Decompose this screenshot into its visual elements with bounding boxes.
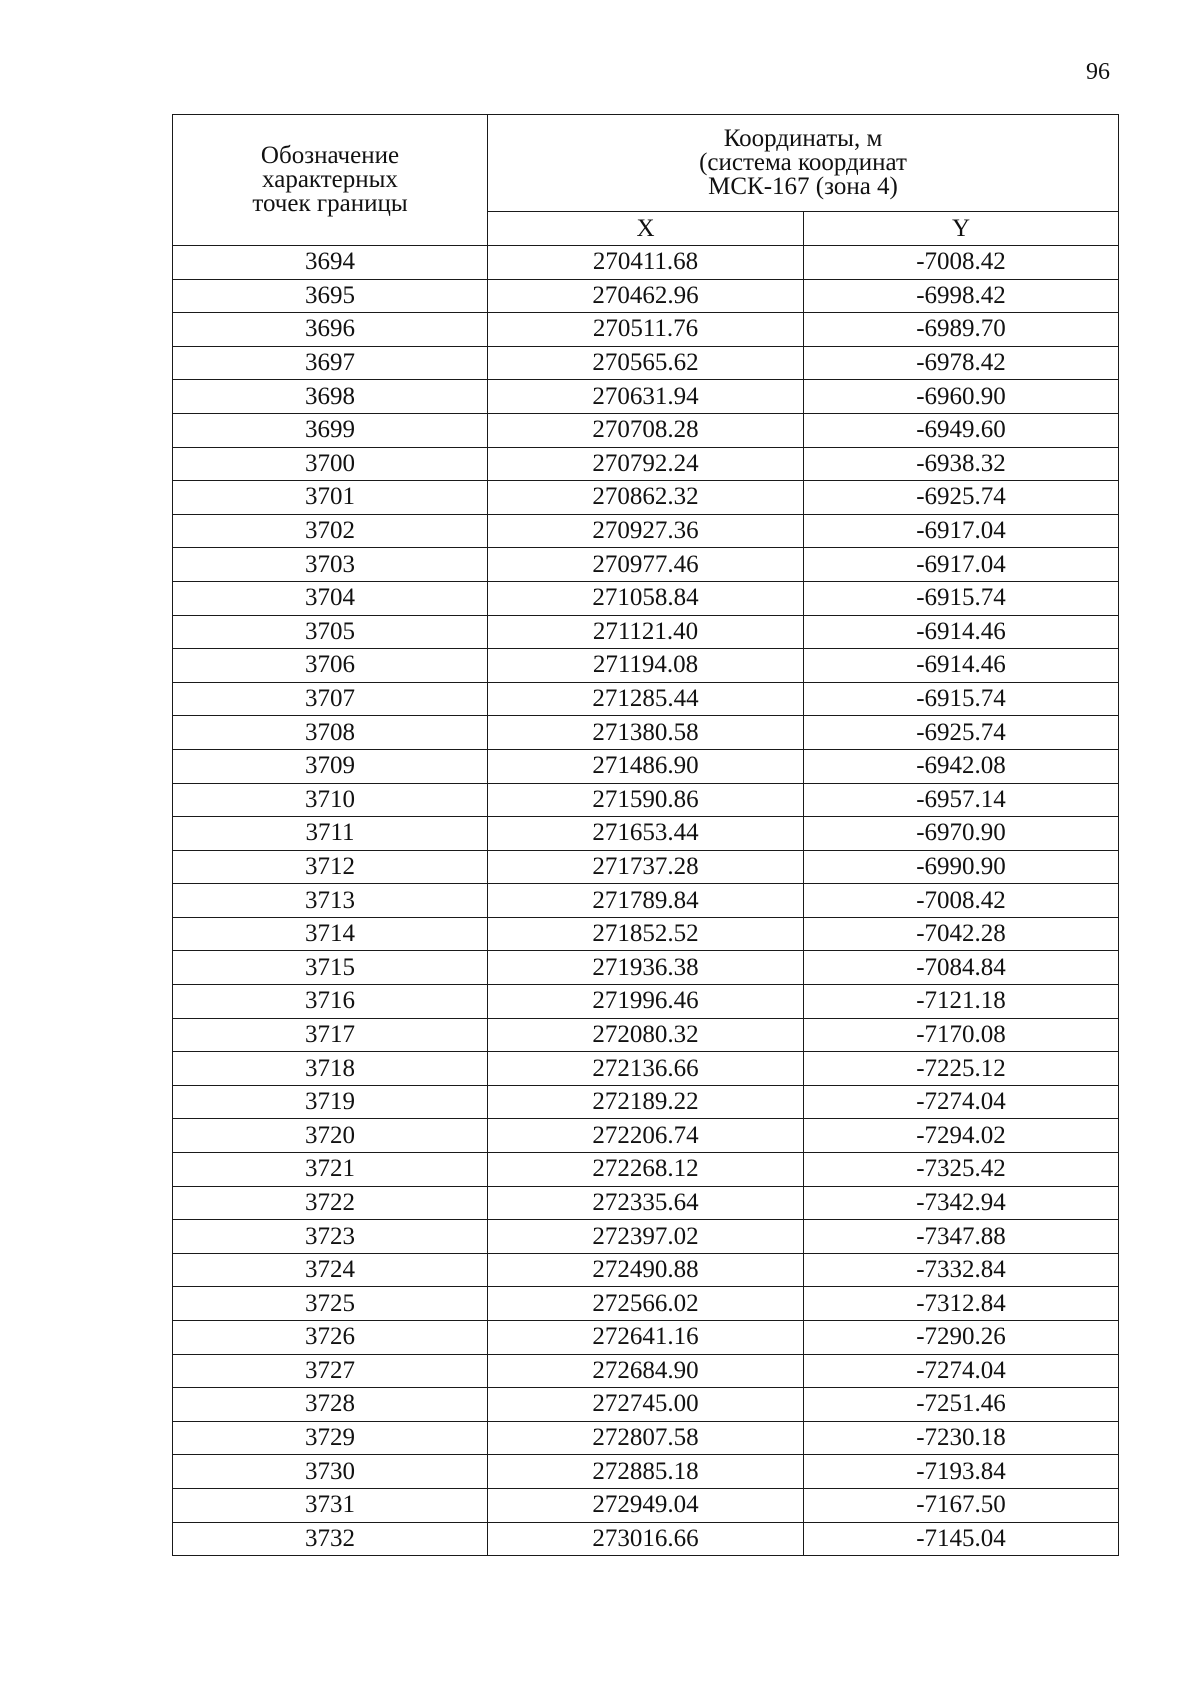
table-row (173, 514, 1119, 548)
table-row (173, 951, 1119, 985)
y-coordinate-cell: -6960.90 (804, 380, 1119, 414)
point-id-cell: 3713 (173, 884, 488, 918)
y-coordinate-cell: -6989.70 (804, 313, 1119, 347)
x-coordinate-cell: 271936.38 (488, 951, 804, 985)
x-coordinate-cell: 271058.84 (488, 581, 804, 615)
x-coordinate-cell: 272490.88 (488, 1253, 804, 1287)
y-coordinate-cell: -7274.04 (804, 1354, 1119, 1388)
table-row (173, 985, 1119, 1019)
table-row (173, 1488, 1119, 1522)
x-coordinate-cell: 270977.46 (488, 548, 804, 582)
point-id-cell: 3706 (173, 649, 488, 683)
table-row (173, 1220, 1119, 1254)
point-id-cell: 3724 (173, 1253, 488, 1287)
x-coordinate-cell: 271590.86 (488, 783, 804, 817)
y-coordinate-cell: -6970.90 (804, 817, 1119, 851)
x-coordinate-cell: 270708.28 (488, 413, 804, 447)
x-coordinate-cell: 272335.64 (488, 1186, 804, 1220)
y-coordinate-cell: -7193.84 (804, 1455, 1119, 1489)
table-row (173, 884, 1119, 918)
y-coordinate-cell: -6949.60 (804, 413, 1119, 447)
point-id-cell: 3731 (173, 1488, 488, 1522)
x-coordinate-cell: 271380.58 (488, 716, 804, 750)
table-row (173, 313, 1119, 347)
table-row (173, 1085, 1119, 1119)
y-coordinate-cell: -6917.04 (804, 514, 1119, 548)
y-coordinate-cell: -7332.84 (804, 1253, 1119, 1287)
point-id-cell: 3697 (173, 346, 488, 380)
point-id-cell: 3717 (173, 1018, 488, 1052)
y-coordinate-cell: -7145.04 (804, 1522, 1119, 1556)
y-coordinate-cell: -6917.04 (804, 548, 1119, 582)
point-id-cell: 3711 (173, 817, 488, 851)
x-coordinate-cell: 270792.24 (488, 447, 804, 481)
table-row (173, 548, 1119, 582)
table-row (173, 413, 1119, 447)
table-row (173, 481, 1119, 515)
point-id-cell: 3694 (173, 246, 488, 280)
y-coordinate-cell: -7290.26 (804, 1321, 1119, 1355)
x-coordinate-cell: 272745.00 (488, 1388, 804, 1422)
table-row (173, 615, 1119, 649)
x-coordinate-cell: 271486.90 (488, 749, 804, 783)
x-coordinate-cell: 272949.04 (488, 1488, 804, 1522)
y-coordinate-cell: -7325.42 (804, 1153, 1119, 1187)
table-row (173, 783, 1119, 817)
point-id-cell: 3718 (173, 1052, 488, 1086)
x-coordinate-cell: 271996.46 (488, 985, 804, 1019)
point-id-cell: 3719 (173, 1085, 488, 1119)
coordinates-table (172, 114, 1119, 1556)
y-coordinate-cell: -6914.46 (804, 615, 1119, 649)
header-point-designation (173, 115, 488, 246)
table-row (173, 716, 1119, 750)
x-coordinate-cell: 270411.68 (488, 246, 804, 280)
table-row (173, 817, 1119, 851)
table-body (173, 246, 1119, 1556)
table-row (173, 1421, 1119, 1455)
point-id-cell: 3701 (173, 481, 488, 515)
table-row (173, 1052, 1119, 1086)
table-row (173, 1287, 1119, 1321)
table-row (173, 850, 1119, 884)
point-id-cell: 3702 (173, 514, 488, 548)
table-row (173, 649, 1119, 683)
y-coordinate-cell: -7042.28 (804, 917, 1119, 951)
header-point-line-1: Обозначение (260, 142, 400, 169)
table-row (173, 1522, 1119, 1556)
x-coordinate-cell: 273016.66 (488, 1522, 804, 1556)
x-coordinate-cell: 271737.28 (488, 850, 804, 884)
point-id-cell: 3695 (173, 279, 488, 313)
x-coordinate-cell: 272268.12 (488, 1153, 804, 1187)
table-row (173, 749, 1119, 783)
x-coordinate-cell: 271852.52 (488, 917, 804, 951)
point-id-cell: 3712 (173, 850, 488, 884)
table-row (173, 279, 1119, 313)
x-coordinate-cell: 270565.62 (488, 346, 804, 380)
y-coordinate-cell: -6938.32 (804, 447, 1119, 481)
x-coordinate-cell: 272397.02 (488, 1220, 804, 1254)
point-id-cell: 3720 (173, 1119, 488, 1153)
x-coordinate-cell: 271285.44 (488, 682, 804, 716)
table-row (173, 447, 1119, 481)
table-row (173, 1354, 1119, 1388)
x-coordinate-cell: 270511.76 (488, 313, 804, 347)
table-row (173, 1018, 1119, 1052)
point-id-cell: 3722 (173, 1186, 488, 1220)
point-id-cell: 3704 (173, 581, 488, 615)
y-coordinate-cell: -7225.12 (804, 1052, 1119, 1086)
y-coordinate-cell: -6915.74 (804, 682, 1119, 716)
point-id-cell: 3729 (173, 1421, 488, 1455)
point-id-cell: 3696 (173, 313, 488, 347)
y-coordinate-cell: -7167.50 (804, 1488, 1119, 1522)
table-row (173, 1186, 1119, 1220)
header-coords-line-2: (система координат (699, 149, 907, 176)
header-coordinates (488, 115, 1119, 212)
point-id-cell: 3714 (173, 917, 488, 951)
table-row (173, 1321, 1119, 1355)
x-coordinate-cell: 272566.02 (488, 1287, 804, 1321)
y-coordinate-cell: -6998.42 (804, 279, 1119, 313)
x-coordinate-cell: 270927.36 (488, 514, 804, 548)
x-coordinate-cell: 271121.40 (488, 615, 804, 649)
x-coordinate-cell: 272641.16 (488, 1321, 804, 1355)
point-id-cell: 3708 (173, 716, 488, 750)
table-row (173, 346, 1119, 380)
y-coordinate-cell: -7274.04 (804, 1085, 1119, 1119)
point-id-cell: 3709 (173, 749, 488, 783)
table-row (173, 682, 1119, 716)
table-row (173, 1153, 1119, 1187)
y-coordinate-cell: -7230.18 (804, 1421, 1119, 1455)
point-id-cell: 3700 (173, 447, 488, 481)
y-coordinate-cell: -6915.74 (804, 581, 1119, 615)
y-coordinate-cell: -6990.90 (804, 850, 1119, 884)
y-coordinate-cell: -6914.46 (804, 649, 1119, 683)
point-id-cell: 3728 (173, 1388, 488, 1422)
x-coordinate-cell: 272885.18 (488, 1455, 804, 1489)
header-x: X (488, 212, 804, 246)
point-id-cell: 3721 (173, 1153, 488, 1187)
x-coordinate-cell: 272136.66 (488, 1052, 804, 1086)
y-coordinate-cell: -7084.84 (804, 951, 1119, 985)
table-row (173, 581, 1119, 615)
point-id-cell: 3732 (173, 1522, 488, 1556)
table-header (173, 115, 1119, 246)
point-id-cell: 3723 (173, 1220, 488, 1254)
y-coordinate-cell: -7121.18 (804, 985, 1119, 1019)
table-row (173, 1253, 1119, 1287)
x-coordinate-cell: 272684.90 (488, 1354, 804, 1388)
y-coordinate-cell: -6925.74 (804, 716, 1119, 750)
y-coordinate-cell: -7342.94 (804, 1186, 1119, 1220)
x-coordinate-cell: 272807.58 (488, 1421, 804, 1455)
table-row (173, 246, 1119, 280)
x-coordinate-cell: 270462.96 (488, 279, 804, 313)
header-y: Y (804, 212, 1119, 246)
y-coordinate-cell: -7251.46 (804, 1388, 1119, 1422)
table-row (173, 1119, 1119, 1153)
y-coordinate-cell: -6925.74 (804, 481, 1119, 515)
point-id-cell: 3707 (173, 682, 488, 716)
x-coordinate-cell: 272080.32 (488, 1018, 804, 1052)
y-coordinate-cell: -7312.84 (804, 1287, 1119, 1321)
table-row (173, 1388, 1119, 1422)
y-coordinate-cell: -6978.42 (804, 346, 1119, 380)
y-coordinate-cell: -6942.08 (804, 749, 1119, 783)
point-id-cell: 3716 (173, 985, 488, 1019)
x-coordinate-cell: 271194.08 (488, 649, 804, 683)
header-point-line-2: характерных (262, 166, 398, 193)
point-id-cell: 3710 (173, 783, 488, 817)
y-coordinate-cell: -7170.08 (804, 1018, 1119, 1052)
header-point-line-3: точек границы (252, 190, 408, 217)
x-coordinate-cell: 271653.44 (488, 817, 804, 851)
point-id-cell: 3730 (173, 1455, 488, 1489)
point-id-cell: 3726 (173, 1321, 488, 1355)
y-coordinate-cell: -7008.42 (804, 246, 1119, 280)
y-coordinate-cell: -7008.42 (804, 884, 1119, 918)
x-coordinate-cell: 270631.94 (488, 380, 804, 414)
point-id-cell: 3703 (173, 548, 488, 582)
y-coordinate-cell: -7347.88 (804, 1220, 1119, 1254)
table-row (173, 1455, 1119, 1489)
y-coordinate-cell: -7294.02 (804, 1119, 1119, 1153)
x-coordinate-cell: 272189.22 (488, 1085, 804, 1119)
header-coords-line-3: МСК-167 (зона 4) (708, 173, 898, 200)
point-id-cell: 3727 (173, 1354, 488, 1388)
table-row (173, 380, 1119, 414)
x-coordinate-cell: 271789.84 (488, 884, 804, 918)
point-id-cell: 3705 (173, 615, 488, 649)
x-coordinate-cell: 270862.32 (488, 481, 804, 515)
page-number: 96 (1086, 59, 1110, 85)
header-coords-line-1: Координаты, м (723, 125, 883, 152)
point-id-cell: 3698 (173, 380, 488, 414)
point-id-cell: 3699 (173, 413, 488, 447)
point-id-cell: 3715 (173, 951, 488, 985)
y-coordinate-cell: -6957.14 (804, 783, 1119, 817)
x-coordinate-cell: 272206.74 (488, 1119, 804, 1153)
point-id-cell: 3725 (173, 1287, 488, 1321)
table-row (173, 917, 1119, 951)
